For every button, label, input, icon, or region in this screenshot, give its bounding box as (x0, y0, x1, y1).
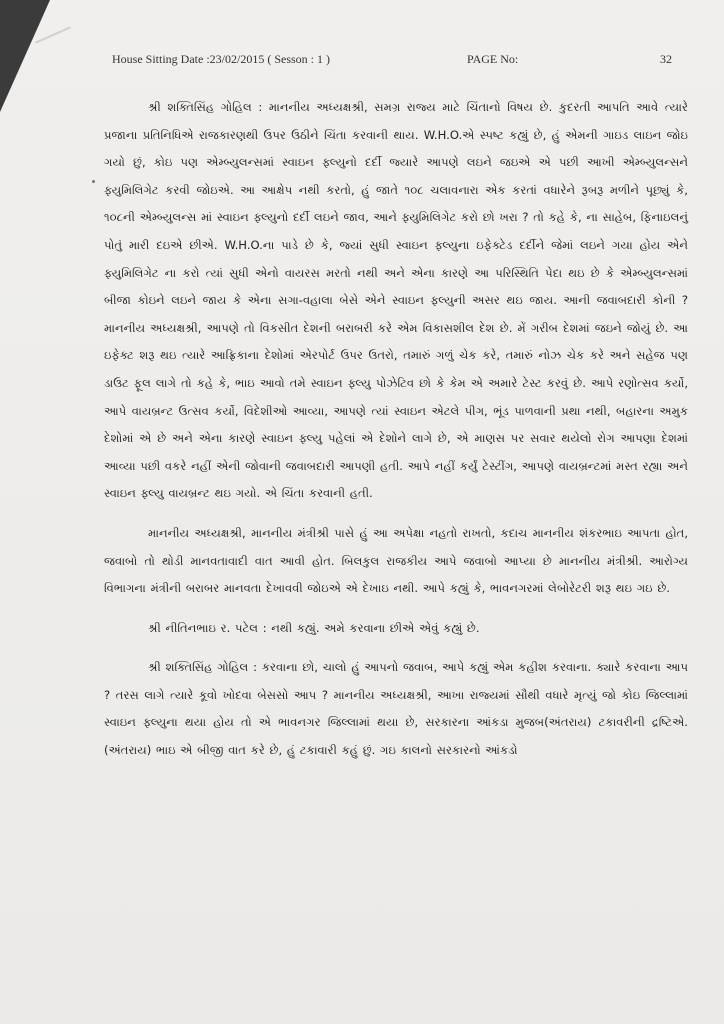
speaker-name: શ્રી શક્તિસિંહ ગોહિલ : (148, 660, 257, 675)
paragraph-text: માનનીય અધ્યક્ષશ્રી, માનનીય મંત્રીશ્રી પાસે હું આ અપેક્ષા નહતો રાખતો, કદાચ માનનીય શંકરભાઇ આપતા હોત, જવાબો તો થોડી માનવતાવાદી વાત આવી હોત. બિલકુલ રાજકીય આપે જવાબો આપ્યા છે માનનીય મંત્રીશ્રી. આરોગ્ય વિભાગના મંત્રીની બરાબર માનવતા દેખાવવી જોઇએ એ દેખાઇ નથી. આપે કહ્યું કે, ભાવનગરમાં લેબોરેટરી શરૂ થઇ ગઇ છે. (104, 525, 688, 596)
speaker-name: શ્રી નીતિનભાઇ ર. પટેલ : (148, 620, 267, 635)
speaker-name: શ્રી શક્તિસિંહ ગોહિલ : (148, 100, 263, 114)
page-label: PAGE No: (467, 52, 519, 66)
transcript-body (104, 94, 688, 765)
paragraph-text: કરવાના છો, ચાલો હું આપનો જવાબ, આપે કહ્યું એમ કહીશ કરવાના. ક્યારે કરવાના આપ ? તરસ લાગે ત્યારે કૂવો ખોદવા બેસસો આપ ? માનનીય અધ્યક્ષશ્રી, આખા રાજ્યમાં સૌથી વધારે મૃત્યું જો કોઇ જિલ્લામાં સ્વાઇન ફ્લ્યુના થયા હોય તો એ ભાવનગર જિલ્લામાં થયા છે, સરકારના આંકડા મુજબ(અંતરાય) ટકાવરીની દ્રષ્ટિએ. (અંતરાય) ભાઇ એ બીજી વાત કરે છે, હું ટકાવારી કહું છું. ગઇ કાલનો સરકારનો આંકડો (104, 660, 688, 758)
paragraph (104, 94, 688, 508)
page-header (112, 52, 672, 72)
paragraph (104, 654, 688, 764)
paragraph-text: નથી કહ્યું. અમે કરવાના છીએ એવું કહ્યું છે. (266, 620, 480, 635)
paragraph (104, 520, 688, 603)
sitting-date: House Sitting Date :23/02/2015 ( Sesson : 1 ) (112, 52, 330, 66)
paragraph (104, 615, 688, 643)
paragraph-text: માનનીય અધ્યક્ષશ્રી, સમગ્ર રાજ્ય માટે ચિંતાનો વિષય છે. કુદરતી આપતિ આવે ત્યારે પ્રજાના પ્રતિનિધિએ રાજકારણથી ઉપર ઉઠીને ચિંતા કરવાની થાય. W.H.O.એ સ્પષ્ટ કહ્યું છે, હું એમની ગાઇડ લાઇન જોઇ ગયો છું, કોઇ પણ એમ્બ્યુલન્સમાં સ્વાઇન ફ્લ્યુનો દર્દી જ્યારે આપણે લઇને જઇએ એ પછી આખી એમ્બ્યુલન્સને ફ્યુમિલિગેટ કરવી જોઇએ. આ આક્ષેપ નથી કરતો, હું જાતે ૧૦૮ ચલાવનારા એક કરતાં વધારેને રૂબરૂ મળીને પૂછ્યું કે, ૧૦૮ની એમ્બ્યુલન્સ માં સ્વાઇન ફ્લ્યુનો દર્દી લઇને જાવ, આને ફ્યુમિલિગેટ કરો છો ખરા ? તો કહે કે, ના સાહેબ, ફિનાઇલનું પોતું મારી દઇએ છીએ. W.H.O.ના પાડે છે કે, જ્યાં સુધી સ્વાઇન ફ્લ્યુના ઇફેક્ટેડ દર્દીને જેમાં લઇને ગયા હોય એને ફ્યુમિલિગેટ ના કરો ત્યાં સુધી એનો વાયરસ મરતો નથી અને એના કારણે આ પરિસ્થિતિ પેદા થઇ છે કે એમ્બ્યુલન્સમાં બીજા કોઇને લઇને જાય કે એના સગા-વહાલા બેસે એને સ્વાઇન ફ્લ્યુની અસર થઇ જાય. આની જવાબદારી કોની ? માનનીય અધ્યક્ષશ્રી, આપણે તો વિકસીત દેશની બરાબરી કરે એમ વિકાસશીલ દેશ છે. મેં ગરીબ દેશમાં જઇને જોયું છે. આ ઇફેક્ટ શરૂ થઇ ત્યારે આફ્રિકાના દેશોમાં એરપોર્ટ ઉપર ઉતરો, તમારું ગળું ચેક કરે, તમારું નોઝ ચેક કરે અને સહેજ પણ ડાઉટ ફૂલ લાગે તો કહે કે, ભાઇ આવો તમે સ્વાઇન ફ્લ્યુ પોઝેટિવ છો કે કેમ એ અમારે ટેસ્ટ કરવું છે. આપે રણોત્સવ કર્યો, આપે વાયબ્રન્ટ ઉત્સવ કર્યો, વિદેશીઓ આવ્યા, આપણે ત્યાં સ્વાઇન એટલે પીગ, ભૂંડ પાળવાની પ્રથા નથી, બહારના અમુક દેશોમાં એ છે અને એના કારણે સ્વાઇન ફ્લ્યુ પહેલાં એ દેશોને લાગે છે, એ માણસ પર સવાર થયેલો રોગ આપણા દેશમાં આવ્યા પછી વકરે નહીં એની જોવાની જવાબદારી આપણી હતી. આપે નહીં કર્યું ટેસ્ટીંગ, આપણે વાયબ્રન્ટમાં મસ્ત રહ્યા અને સ્વાઇન ફ્લ્યુ વાયબ્રન્ટ થઇ ગયો. એ ચિંતા કરવાની હતી. (104, 100, 688, 501)
page-number: 32 (660, 52, 672, 66)
page-corner-shadow (0, 0, 50, 112)
scan-speck (92, 180, 95, 183)
